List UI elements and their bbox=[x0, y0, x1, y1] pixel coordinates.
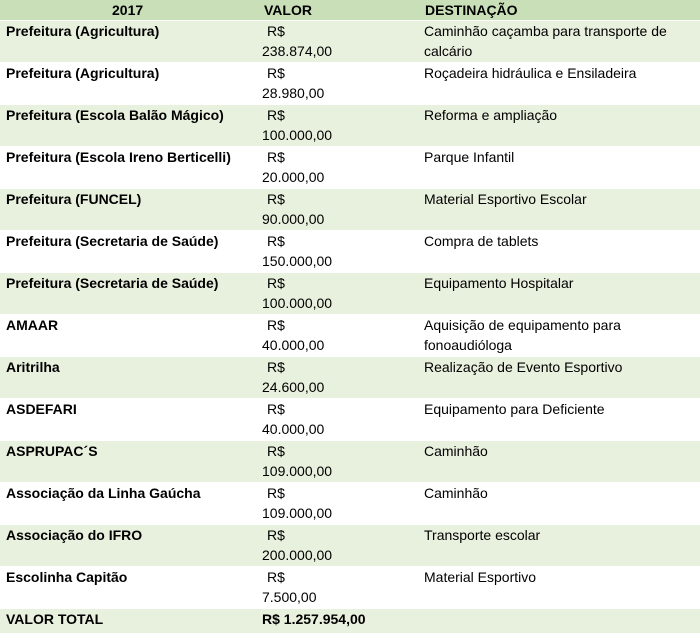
row-value bbox=[256, 273, 416, 315]
row-value bbox=[256, 147, 416, 189]
row-amount: 28.980,00 bbox=[262, 85, 325, 101]
row-entity: ASDEFARI bbox=[0, 399, 256, 441]
row-destination: Material Esportivo bbox=[416, 567, 700, 609]
row-amount: 24.600,00 bbox=[262, 379, 325, 395]
row-entity: ASPRUPAC´S bbox=[0, 441, 256, 483]
row-destination: Reforma e ampliação bbox=[416, 105, 700, 147]
row-amount: 238.874,00 bbox=[262, 43, 333, 59]
table-row bbox=[0, 189, 700, 231]
row-value bbox=[256, 231, 416, 273]
row-value bbox=[256, 399, 416, 441]
row-currency: R$ bbox=[267, 527, 285, 543]
row-value bbox=[256, 357, 416, 399]
total-destination bbox=[416, 609, 700, 634]
row-amount: 90.000,00 bbox=[262, 211, 325, 227]
row-value bbox=[256, 105, 416, 147]
row-value bbox=[256, 483, 416, 525]
header-destination: DESTINAÇÃO bbox=[416, 0, 700, 21]
row-currency: R$ bbox=[267, 359, 285, 375]
row-value bbox=[256, 315, 416, 357]
row-destination: Caminhão bbox=[416, 483, 700, 525]
row-entity: Associação do IFRO bbox=[0, 525, 256, 567]
row-amount: 20.000,00 bbox=[262, 169, 325, 185]
row-entity: Aritrilha bbox=[0, 357, 256, 399]
row-amount: 150.000,00 bbox=[262, 253, 333, 269]
header-row bbox=[0, 0, 700, 21]
row-currency: R$ bbox=[267, 23, 285, 39]
table-row bbox=[0, 483, 700, 525]
row-currency: R$ bbox=[267, 485, 285, 501]
table-row bbox=[0, 441, 700, 483]
table-body bbox=[0, 21, 700, 634]
row-currency: R$ bbox=[267, 569, 285, 585]
row-entity: Prefeitura (Escola Ireno Berticelli) bbox=[0, 147, 256, 189]
row-destination: Transporte escolar bbox=[416, 525, 700, 567]
row-entity: Prefeitura (Secretaria de Saúde) bbox=[0, 231, 256, 273]
table-row bbox=[0, 567, 700, 609]
table-row bbox=[0, 63, 700, 105]
row-value bbox=[256, 567, 416, 609]
table-row bbox=[0, 21, 700, 63]
row-currency: R$ bbox=[267, 233, 285, 249]
row-value bbox=[256, 525, 416, 567]
row-currency: R$ bbox=[267, 191, 285, 207]
row-amount: 109.000,00 bbox=[262, 463, 333, 479]
row-entity: AMAAR bbox=[0, 315, 256, 357]
row-destination: Equipamento para Deficiente bbox=[416, 399, 700, 441]
row-destination: Realização de Evento Esportivo bbox=[416, 357, 700, 399]
table-row bbox=[0, 147, 700, 189]
table-row bbox=[0, 357, 700, 399]
row-destination: Roçadeira hidráulica e Ensiladeira bbox=[416, 63, 700, 105]
row-amount: 100.000,00 bbox=[262, 295, 333, 311]
row-amount: 100.000,00 bbox=[262, 127, 333, 143]
total-row bbox=[0, 609, 700, 634]
row-destination: Equipamento Hospitalar bbox=[416, 273, 700, 315]
row-value bbox=[256, 63, 416, 105]
row-value bbox=[256, 189, 416, 231]
row-amount: 40.000,00 bbox=[262, 421, 325, 437]
row-amount: 109.000,00 bbox=[262, 505, 333, 521]
row-destination: Parque Infantil bbox=[416, 147, 700, 189]
row-entity: Prefeitura (Secretaria de Saúde) bbox=[0, 273, 256, 315]
row-entity: Prefeitura (FUNCEL) bbox=[0, 189, 256, 231]
row-destination: Material Esportivo Escolar bbox=[416, 189, 700, 231]
total-value: R$ 1.257.954,00 bbox=[256, 609, 416, 634]
row-entity: Prefeitura (Agricultura) bbox=[0, 21, 256, 63]
table-row bbox=[0, 231, 700, 273]
row-currency: R$ bbox=[267, 65, 285, 81]
row-currency: R$ bbox=[267, 443, 285, 459]
row-amount: 40.000,00 bbox=[262, 337, 325, 353]
row-entity: Associação da Linha Gaúcha bbox=[0, 483, 256, 525]
row-currency: R$ bbox=[267, 317, 285, 333]
table-row bbox=[0, 105, 700, 147]
row-destination: Compra de tablets bbox=[416, 231, 700, 273]
row-currency: R$ bbox=[267, 149, 285, 165]
table-row bbox=[0, 273, 700, 315]
table-row bbox=[0, 525, 700, 567]
row-currency: R$ bbox=[267, 107, 285, 123]
total-label: VALOR TOTAL bbox=[0, 609, 256, 634]
row-amount: 200.000,00 bbox=[262, 547, 333, 563]
row-value bbox=[256, 441, 416, 483]
table-row bbox=[0, 399, 700, 441]
row-value bbox=[256, 21, 416, 63]
row-entity: Prefeitura (Agricultura) bbox=[0, 63, 256, 105]
row-amount: 7.500,00 bbox=[262, 589, 317, 605]
header-year: 2017 bbox=[0, 0, 256, 21]
row-destination: Caminhão caçamba para transporte de calcário bbox=[416, 21, 700, 63]
row-currency: R$ bbox=[267, 401, 285, 417]
row-destination: Caminhão bbox=[416, 441, 700, 483]
header-value: VALOR bbox=[256, 0, 416, 21]
row-currency: R$ bbox=[267, 275, 285, 291]
row-entity: Prefeitura (Escola Balão Mágico) bbox=[0, 105, 256, 147]
row-entity: Escolinha Capitão bbox=[0, 567, 256, 609]
table-row bbox=[0, 315, 700, 357]
row-destination: Aquisição de equipamento para fonoaudióloga bbox=[416, 315, 700, 357]
